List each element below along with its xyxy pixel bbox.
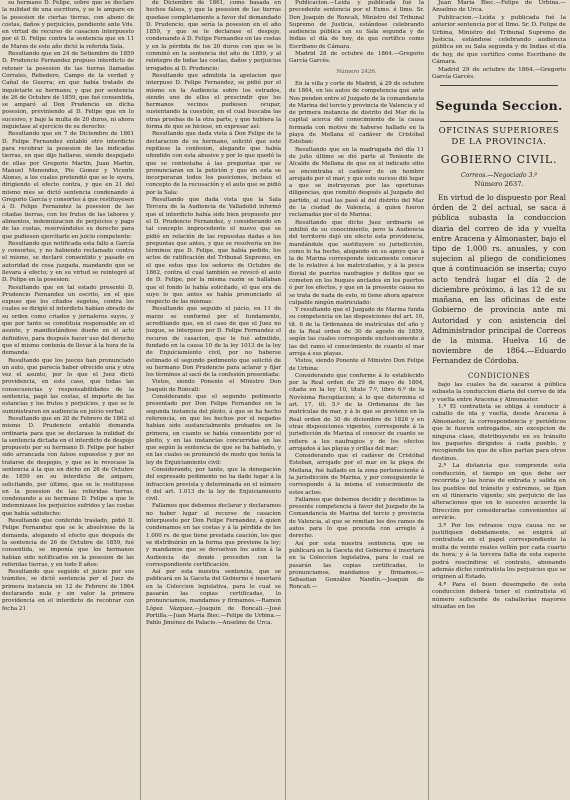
announcement: En virtud de lo dispuesto por Real órden de 2 del actual, se saca á pública subasta la conduccion diaria del correo de ida y vuelta entre Aracena y Almonaster, bajo el tipo de 1.000 rs. anuales, y con sujecion al pliego de condiciones que á continuación se inserta; cuyo acto tendrá lugar el día 2 de diciembre próximo, á las 12 de su mañana, en las oficinas de este Gobierno de provincia ante mi Autoridad y con asistencia del Administrador principal de Correos de la misma. Huelva 16 de noviembre de 1864.—Eduardo Fernandez de Córdoba. [432,193,566,366]
paragraph: Resultando que en 24 de Setiembre de 1859 D. Prudencio Fernandez propuso interdicto de retener la posesion de las tierras llamadas Corrales, Rebedero, Campo de la verdad y Cañal de Guerra; en que había tratado de inquietarle su hermano; y que por sentencia de 26 de Octubre de 1859, que fué consentida, se amparó al Don Prudencio en dicha posesion, previniendo al D. Felipe que en lo sucesivo, y bajo la multa de 20 duros, ni ahora inquietase al ejercicio de su derecho: [2,51,134,131]
paragraph: Resultando que notificada esta fallo a García y consortes, y no habiendo reclamado contra el mismo, se declaró consentido y pasado en autoridad de cosa juzgada, mandando que se llevara á efecto; y en su virtud se reintegró al D. Felipe en la posesion: [2,240,134,284]
divider [440,85,558,86]
paragraph: Considerando que el cadáver de Cristóbal Esteban, arrojado por el mar en la playa de Mellana, fué hallado en la zona perteneciente á la jurisdicción de Marina, y por consiguiente le corresponde á la misma el conocimiento de estos actos: [289,453,424,496]
paragraph: Publicacion.—Leída y publicada fué la anterior sentencia por el Ilmo. Sr. D. Felipe de Urbina, Ministro del Tribunal Supremo de Justicia, estándose celebrando audiencia pública en su Sala segunda y de Indias el día de hoy, de que certifico como Escribano de Cámara. [432,14,566,66]
paragraph: Resultando que conferido traslado, pidió D. Felipe Fernandez que se le absolviese de la demanda, alegando el efecto que después de la sentencia de 26 de Octubre de 1859, fué consentida, se imponía que los hermanos habían sido notificados en la posesion de las referidas tierras, y en todo 8 años: [2,518,134,568]
paragraph: Resultando que admitida la apelacion que interpuso D. Felipe Fernandez, se pidió por el mismo en la Audiencia sobre los estrados, siendo uno de ellos el prescindir que los hermanos vecinos pudiesen ocupar, sustentando la cuestión, en el cual buscaba las otras pruebas de la otra parte, y que hubiera la forma de que se hiciese, en expresar así: [146,72,281,131]
divider [440,121,558,122]
paragraph: Resultando que en 20 de Febrero de 1862 el mismo D. Prudencio entabló demanda ordinaria para que se declarase la nulidad de la sentencia dictada en el interdicto de despojo propuesto por su hermano D. Felipe por haber sido arrancada con falsos supuestos y por no tratarse de despojos, y que se le revocase la sentencia á la que en dicho en 26 de Octubre de 1859 en su interdicto de amparo, solicitando, por último, que se le restituyese en la posesion de las referidas tierras, condenando a su hermano D. Felipe a que le indemnizase los perjuicios sufridos y las costas que había satisfecho: [2,415,134,517]
column-3 [289,0,424,800]
paragraph: Resultando que los jueces han pronunciado un auto, que parecía haber ofrecido una y otra vez el asunto, por lo que el Juez dictó providencia, en este caso, que todas las consecuencias y responsabilidades de la sentencia, pagó las costas, el importe de las estancias y los frutos y perjuicios, y que se le suministraren en audiencia en juicio verbal: [2,357,134,415]
case-number: Número 2426. [336,68,377,75]
column-rule [285,0,286,800]
paragraph: Resultando que en la madrugada del día 11 de julio último se dió parte al Teniente de Alcalde de Mellana de que en el indicado sitio se encontraba el cadáver de un hombre arrojado por el mar; y que este suceso dió lugar a que se instruyeran por las oportunas diligencias, que remitió después al Juzgado del partido, al cual las pasó al del distrito del Mar de la ciudad de Valencia, á quien fueron reclamadas por el de Marina: [289,146,424,219]
paragraph: Así por esta nuestra sentencia, que se publicará en la Gaceta del Gobierno é insertará en la Coleccion legislativa, para lo cual se pasarán las copias certificadas, lo pronunciamos, mandamos y firmamos.—Sebastian González Nandín.—Joaquin de Roncali.— [289,540,424,591]
paragraph: Publicacion.—Leída y publicada fué la precedente sentencia por el Exmo. é Ilmo. Sr. Don Joaquin de Roncali, Ministro del Tribunal Supremo de Justicia, estándose celebrando audiencia pública en su Sala segunda y de Indias el día de hoy, de que certifico como Escribano de Cámara. [289,0,424,50]
paragraph: 1.ª El contratista se obliga á conducir á caballo de ida y vuelta, desde Aracena á Almonaster, la correspondencia y periódicos que le fueren entregados, sin excepcion de ninguna clase, distribuyendo en su tránsito los paquetes dirigidos á cada pueblo, y recogiendo los que de ellos partan para otros destinos. [432,404,566,462]
paragraph: Madrid 28 de octubre de 1864.—Gregorio García Garcés. [289,51,424,65]
paragraph: Resultando que dada vista á Don Felipe de la declaracion de su hermano, solicitó que este repitiese la confesion, alegando que había ofendido con esta abusive y por lo que quedó la que se contestaba á las preguntas que se pronunciaran en la petición y que en esta se incorporaran todos los posiciones, incluso el concepto de la recusación y el auto que se pidió por la Sala: [146,131,281,196]
paragraph: Vistos, siendo Ponente el Ministro Don Joaquín de Roncali: [146,379,281,393]
government-heading: GOBIERNO CIVIL. [440,153,558,167]
paragraph: Resultando que seguido el juicio, en 11 de marzo se conformó por el fundamento, acreditando que, en el caso de que el Juez no juzgue, se interpuso por D. Felipe Fernandez el recurso de casacion, que le fué admitido, fundado en la causa 10 de la ley 1013 de la ley de Enjuiciamiento civil, por no haberse estimado el segundo pedimento que solicitó de su hermano Don Prudencio para aclarar y fijar los términos al sacó de la confesión presentada: [146,306,281,379]
paragraph: Juan María Biec.—Felipe de Urbina.—Anselmo de Urca. [432,0,566,14]
paragraph: bajo las cuales ha de sacarse á pública subasta la conduccion diaria del correo de ida y vuelta entre Aracena y Almonaster. [432,381,566,403]
paragraph: Fallamos que debemos declarar y declaramos no haber lugar al recurso de casacion interpuesto por Don Felipe Fernandez, á quien condenamos en las costas y á la pérdida de los 1.000 rs. de que tiene prestada caución, los que se distribuirán en la forma que previene la ley; y mandamos que se devuelvan los autos á la Audiencia de donde proceden con la correspondiente certificación. [146,503,281,568]
paragraph: Resultando que dada vista que la Sala Tercera de la Audiencia de Valladolid informó que el interdicto había sido bien propuesto por el D. Prudencio Fernandez, y considerando en tal concepto improcedente el nuevo que se pidió en relación de las repuestas dadas a los preguntas que antes, y que se resolvería en los términos que D. Felipe, que había pedido, los actos de ratificación del Tribunal Supremo, en el que estos que los señores de Octubre de 1862, contra el cual también se revocó el auto de D. Felipe, por la misma razón se hallaban que el fondo lo había solicitado, el que era de suyo lo que antes se había pronunciado al respecto de las mismas: [146,197,281,306]
department-line: Correos.—Negociado 3.º [460,172,538,180]
section-title: Segunda Seccion. [435,98,563,114]
column-rule [428,0,429,800]
section-subtitle: DE LA PROVINCIA. [451,137,547,148]
paragraph: su hermano D. Felipe, sobre que se declare la nulidad de una escritura, y se le ampare en la posesion de ciertas tierras, con abono de costas, daños y perjuicios, pendiente ante Vds. en virtud de recurso de casacion interpuesto por el D. Felipe contra la sentencia que en 11 de Marzo de este año dictó la referida Sala. [2,0,134,50]
paragraph: Y resultando que el Juzgado de Marina funda su competencia en las disposiciones del art. 10, tít. 6 de la Ordenanza de matrículas del año y de la Real orden de 30 de agosto de 1859, según las cuales corresponde exclusivamente á las del ramo el conocimiento de cuanto el mar arroja á sus playas. [289,307,424,357]
column-4 [432,0,566,800]
column-rule [140,0,141,800]
paragraph: En la villa y corte de Madrid, á 29 de octubre de 1864, en los autos de competencia que ante Nos penden entre el Juzgado de la comandancia de Marina del tercio y provincia de Valencia y el de primera instancia de distrito del Mar de la capital acerca del conocimiento de la causa formada con motivo de haberse hallado en la playa de Mellana el cadáver de Cristóbal Esteban: [289,80,424,146]
paragraph: de Diciembre de 1861, como basada en hechos falsos, y que la posesion de las tierras quedase completamente a favor del demandado D. Prudencio, que sería la posesion en el año 1859, y que se le declarase el despojo, condenando á D. Felipe Fernandez en las costas y en la pérdida de los 20 duros con que se le conminó en la sentencia del año de 1859, y al reintegro de todas las costas, daños y perjuicios irrogados al D. Prudencio: [146,0,281,72]
paragraph: 2.ª La distancia que comprende esta conducción, el tiempo en que debe ser recorrida y las horas de entrada y salida en los pueblos del tránsito y extremos, se fijan en el itinerario vigente; sin perjuicio de las alteraciones que en lo sucesivo acuerde la Dirección por considerarlas convenientes al servicio. [432,463,566,522]
column-2 [146,0,281,800]
paragraph: Así por esta nuestra sentencia, que se publicará en la Gaceta del Gobierno é insertará en la Coleccion legislativa, para lo cual se pasarán las copias certificadas, lo pronunciamos, mandamos y firmamos.—Ramon López Vázquez.—Joaquin de Roncali.—José Portilla.—Juan María Biec.—Felipe de Urbina.—Pablo Jiménez de Palacio.—Anselmo de Urca. [146,569,281,627]
column-1 [2,0,134,800]
paragraph: Considerando que el segundo pedimento presentado por Don Felipe Fernandez en la segunda instancia del pleito, á que se ha hecho referencia, en que los hechos por el negados habían sido sustancialmente probados en la primera, en cuanto se había consentido por el pleito, y en las instancias concurridas en las que según la sentencia de que se ha hablado, y en las cuales se pronunció de modo que tenía la ley de Enjuiciamiento civil: [146,394,281,466]
paragraph: Considerando, por tanto, que la denegación del expresado pedimento no ha dado lugar á la infraccion prevista y determinada en el número 6 del art. 1.013 de la ley de Enjuiciamiento civil. [146,467,281,503]
paragraph: Resultando que en 7 de Diciembre de 1861 D. Felipe Fernandez entabló otro interdicto para recobrar la posesion de las indicadas tierras, en que dijo hallarse, siendo despojado de ellas por Gregorio Martin, Juan Martin, Manuel Menendez, Pio Gomez y Vicente Alonso, a los cuales pretendió que se le oyera, dirigiendo el efecto contra, y que en 21 del mismo mes se dictó sentencia condenando á Gregorio García y consortes á que restituyesen á D. Felipe Fernandez la posesion de las citadas tierras, con los frutos de las labores y alimentos, indemnizacion de perjuicios y pago de las costas, reservándoles su derecho para que pudiesen ejercitarle en juicio competente: [2,131,134,240]
paragraph: Resultando que en tal estado presentó D. Prudencio Fernandez un escrito, en el que expuso que los citados sugetos, contra los cuales se dirigió el interdicto habían obrado de su orden como criados y jornaleros suyos, y que por tanto se constituía responsable en el asunto, y manifestándose dueño en el acto definitivo, para después hacer uso del derecho que el mismo contenía de llevar á la hora de la demanda: [2,284,134,357]
paragraph: 4.ª Para el buen desempeño de esta conduccion deberá tener el contratista el número suficiente de caballerías mayores situadas en los [432,581,566,610]
notice-number: Número 2637. [474,179,524,188]
paragraph: Resultando que seguido el juicio por sus trámites, se dictó sentencia por el Juez de primera instancia en 12 de Febrero de 1864 declarando nula y sin valor la primera providencia en el interdicto de recobrar con fecha 21 [2,569,134,612]
paragraph: Fallamos que debemos decidir y decidimos la presente competencia á favor del Juzgado de la Comandancia de Marina del tercio y provincia de Valencia, al que se remitan los dos ramos de autos para lo que proceda con arreglo á derecho. [289,496,424,540]
paragraph: Considerando que conforme á lo establecido por la Real orden de 29 de mayo de 1804, citada en la ley 10, título 7.º, libro 6.º de la Novísima Recopilacion; á lo que determina el art. 17, tít. 5.º de la Ordenanza de las matrículas de mar, y á lo que se previene en la Real orden de 30 de diciembre de 1826 y en otras disposiciones vigentes, corresponde á la jurisdicción de Marina el conocer de cuanto se refiere a los naufragios y de los efectos arrojados á las playas y orillas del mar: [289,372,424,452]
section-subtitle: OFICINAS SUPERIORES [438,126,560,137]
paragraph: Vistos, siendo Ponente el Ministro Don Felipe de Urbina: [289,358,424,372]
paragraph: Resultando que dicho Juez ordinario se inhibió de su conocimiento, pero la Audiencia del territorio dejó sin efecto esta providencia, mandándole que sustituyere su jurisdicción, como lo ha hecho, alegando en su apoyo que á la de Marina corresponde únicamente conocer de lo relativo á los matriculados, y á la pesca fluvial de puertos naufragios y delitos que se cometen en los buques anclados en los puertos ó por los efectos, y que en la presente causa no se trata de nada de esto, ni tiene ahora aparece culpable ningún matriculado: [289,219,424,306]
paragraph: Madrid 29 de octubre de 1864.—Gregorio García Garcés. [432,66,566,81]
paragraph: 3.ª Por los retrasos cuya causa no se justifiquen debidamente, se exigirá al contratista en el papel correspondiente la multa de veinte reales vellón por cada cuarto de hora; y á la tercera falta de esta especie podrá rescindirse el contrato, abonando además dicho contratista los perjuicios que se originen al Estado. [432,522,566,581]
conditions-title: CONDICIONES [467,371,531,380]
